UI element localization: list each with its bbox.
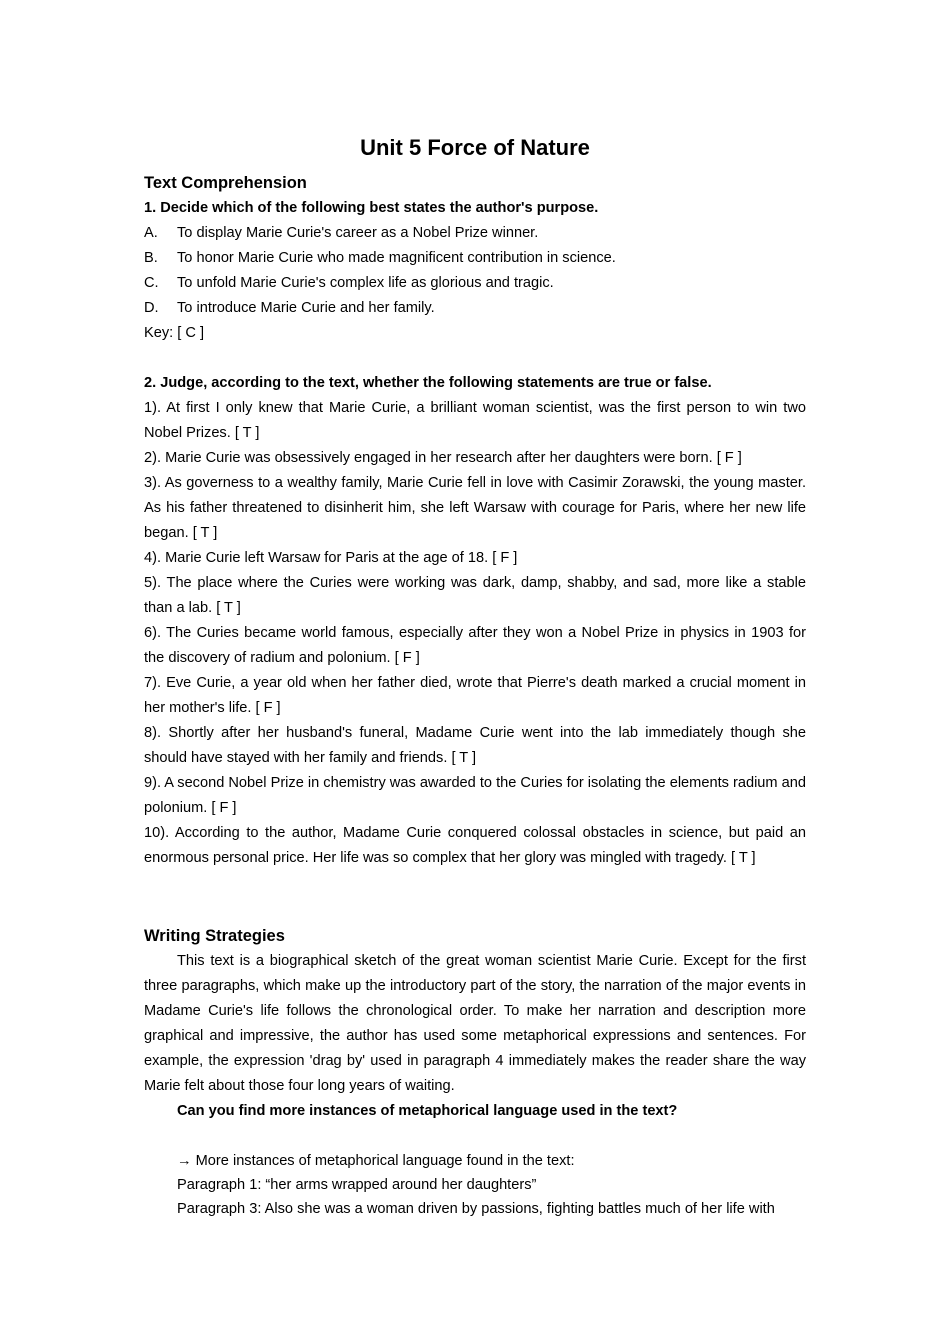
- statement-7: 7). Eve Curie, a year old when her father died, wrote that Pierre's death marked a crucial moment in her mother's life. [ F ]: [144, 675, 806, 716]
- writing-strategies-paragraph: This text is a biographical sketch of the great woman scientist Marie Curie. Except for the first three paragraphs, which make up the introductory part of the story, the narration of the major events in Madame Curie's life follows the chronological order. To make her narration and description more graphical and impressive, the author has used some metaphorical expressions and sentences. For example, the expression 'drag by' used in paragraph 4 immediately makes the reader share the way Marie felt about those four long years of waiting.: [144, 953, 806, 1094]
- answer-intro: → More instances of metaphorical language found in the text:: [177, 1153, 575, 1169]
- spacer: [144, 346, 806, 371]
- statement-9: 9). A second Nobel Prize in chemistry was awarded to the Curies for isolating the elements radium and polonium. [ F ]: [144, 775, 806, 816]
- option-letter: C.: [144, 275, 159, 291]
- option-letter: B.: [144, 250, 158, 266]
- option-a: [144, 221, 806, 246]
- option-text: To introduce Marie Curie and her family.: [177, 300, 435, 316]
- option-c: [144, 271, 806, 296]
- option-letter: A.: [144, 225, 158, 241]
- option-text: To honor Marie Curie who made magnificent contribution in science.: [177, 250, 616, 266]
- answer-paragraph-3: Paragraph 3: Also she was a woman driven by passions, fighting battles much of her life with: [177, 1201, 775, 1217]
- writing-strategies-heading: Writing Strategies: [144, 927, 285, 945]
- option-letter: D.: [144, 300, 159, 316]
- option-text: To unfold Marie Curie's complex life as glorious and tragic.: [177, 275, 554, 291]
- statement-10: 10). According to the author, Madame Curie conquered colossal obstacles in science, but paid an enormous personal price. Her life was so complex that her glory was mingled with tragedy. [ T ]: [144, 825, 806, 866]
- question-1-prompt: 1. Decide which of the following best states the author's purpose.: [144, 200, 599, 216]
- statement-5: 5). The place where the Curies were working was dark, damp, shabby, and sad, more like a stable than a lab. [ T ]: [144, 575, 806, 616]
- page-title: Unit 5 Force of Nature: [360, 135, 590, 160]
- spacer: [144, 1124, 806, 1149]
- statement-4: 4). Marie Curie left Warsaw for Paris at the age of 18. [ F ]: [144, 550, 518, 566]
- option-b: [144, 246, 806, 271]
- option-text: To display Marie Curie's career as a Nobel Prize winner.: [177, 225, 539, 241]
- spacer: [144, 871, 806, 921]
- writing-strategies-question: Can you find more instances of metaphorical language used in the text?: [177, 1103, 678, 1119]
- question-1-key: Key: [ C ]: [144, 325, 205, 341]
- statement-3: 3). As governess to a wealthy family, Marie Curie fell in love with Casimir Zorawski, the young master. As his father threatened to disinherit him, she left Warsaw with courage for Paris, where her new life began. [ T ]: [144, 475, 806, 541]
- answer-paragraph-1: Paragraph 1: “her arms wrapped around her daughters”: [177, 1177, 537, 1193]
- document-body: [144, 128, 806, 1222]
- statement-6: 6). The Curies became world famous, especially after they won a Nobel Prize in physics in 1903 for the discovery of radium and polonium. [ F ]: [144, 625, 806, 666]
- text-comprehension-heading: Text Comprehension: [144, 174, 307, 192]
- statement-2: 2). Marie Curie was obsessively engaged in her research after her daughters were born. [ F ]: [144, 450, 742, 466]
- statement-1: 1). At first I only knew that Marie Curie, a brilliant woman scientist, was the first person to win two Nobel Prizes. [ T ]: [144, 400, 806, 441]
- option-d: [144, 296, 806, 321]
- statement-8: 8). Shortly after her husband's funeral, Madame Curie went into the lab immediately though she should have stayed with her family and friends. [ T ]: [144, 725, 806, 766]
- question-2-prompt: 2. Judge, according to the text, whether the following statements are true or false.: [144, 375, 712, 391]
